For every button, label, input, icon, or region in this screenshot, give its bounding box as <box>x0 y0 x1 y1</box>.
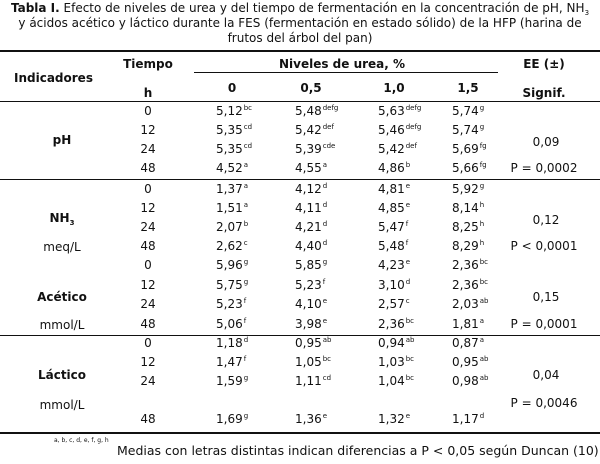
value-letters: h <box>479 220 485 228</box>
value-cell <box>295 258 327 272</box>
value-letters: d <box>322 220 328 228</box>
group-name <box>37 290 87 304</box>
group-signif: P = 0,0001 <box>510 317 578 331</box>
value-letters: a <box>243 161 249 169</box>
value-number: 1,81 <box>452 317 479 331</box>
value-number: 8,29 <box>452 239 479 253</box>
value-letters: def <box>405 142 417 150</box>
group-name-text: NH <box>49 211 70 225</box>
header-level-1: 0,5 <box>300 81 322 95</box>
value-letters: e <box>322 412 328 420</box>
time-cell: 12 <box>140 355 156 369</box>
value-number: 5,75 <box>216 278 243 292</box>
group-unit: mmol/L <box>39 398 85 412</box>
value-number: 5,46 <box>378 123 405 137</box>
time-cell: 12 <box>140 278 156 292</box>
header-tiempo: Tiempo <box>123 57 173 71</box>
value-letters: bc <box>479 258 489 266</box>
value-cell <box>295 297 327 311</box>
value-number: 1,47 <box>216 355 243 369</box>
time-cell: 24 <box>140 374 156 388</box>
value-letters: g <box>479 123 485 131</box>
footnote-letters: a, b, c, d, e, f, g, h <box>54 437 109 444</box>
value-letters: e <box>405 258 411 266</box>
value-letters: f <box>405 239 409 247</box>
group-name <box>53 133 72 147</box>
value-cell <box>295 104 338 118</box>
value-number: 2,62 <box>216 239 243 253</box>
value-cell <box>216 220 248 234</box>
value-letters: d <box>322 182 328 190</box>
value-cell <box>216 258 248 272</box>
value-letters: g <box>479 182 485 190</box>
value-number: 5,74 <box>452 123 479 137</box>
value-number: 4,86 <box>378 161 405 175</box>
group-signif: P < 0,0001 <box>510 239 578 253</box>
value-cell <box>295 317 327 331</box>
group-name <box>38 368 86 382</box>
value-number: 5,92 <box>452 182 479 196</box>
value-cell <box>295 201 327 215</box>
value-cell <box>452 239 484 253</box>
header-bottom-rule <box>0 101 600 102</box>
value-letters: defg <box>405 104 422 112</box>
value-cell <box>216 297 246 311</box>
value-cell <box>378 278 410 292</box>
value-number: 2,07 <box>216 220 243 234</box>
value-cell <box>452 317 484 331</box>
value-number: 1,51 <box>216 201 243 215</box>
value-letters: f <box>405 220 409 228</box>
value-number: 4,21 <box>295 220 322 234</box>
time-cell: 24 <box>140 297 156 311</box>
value-number: 3,10 <box>378 278 405 292</box>
value-letters: cde <box>322 142 336 150</box>
value-number: 1,04 <box>378 374 405 388</box>
value-number: 4,10 <box>295 297 322 311</box>
value-letters: g <box>243 374 249 382</box>
value-number: 1,03 <box>378 355 405 369</box>
value-cell <box>216 201 248 215</box>
caption-subscript: 3 <box>584 9 590 17</box>
value-cell <box>452 412 484 426</box>
value-number: 1,17 <box>452 412 479 426</box>
value-number: 5,48 <box>378 239 405 253</box>
value-letters: d <box>322 239 328 247</box>
header-signif: Signif. <box>522 86 566 100</box>
value-letters: cd <box>243 123 253 131</box>
value-number: 1,32 <box>378 412 405 426</box>
group-rule-1 <box>0 179 600 180</box>
value-cell <box>216 374 248 388</box>
value-number: 4,11 <box>295 201 322 215</box>
value-cell <box>295 220 327 234</box>
value-letters: e <box>405 412 411 420</box>
value-letters: d <box>479 412 485 420</box>
value-cell <box>295 161 327 175</box>
value-cell <box>378 104 421 118</box>
value-number: 2,36 <box>378 317 405 331</box>
value-cell <box>452 161 487 175</box>
value-number: 1,18 <box>216 336 243 350</box>
value-number: 2,36 <box>452 258 479 272</box>
value-letters: g <box>322 258 328 266</box>
value-cell <box>378 142 417 156</box>
value-number: 0,94 <box>378 336 405 350</box>
value-cell <box>452 374 488 388</box>
value-cell <box>378 374 414 388</box>
value-letters: defg <box>405 123 422 131</box>
time-cell: 0 <box>144 104 152 118</box>
value-cell <box>378 317 414 331</box>
value-number: 5,35 <box>216 123 243 137</box>
group-ee: 0,09 <box>532 135 560 149</box>
caption-text-2: y ácidos acético y láctico durante la FES (fermentación en estado sólido) de la HFP (harina de frutos del árbol del pan) <box>18 16 582 45</box>
value-number: 4,40 <box>295 239 322 253</box>
value-letters: cd <box>243 142 253 150</box>
top-rule <box>0 50 600 52</box>
header-level-3: 1,5 <box>457 81 479 95</box>
value-number: 5,23 <box>216 297 243 311</box>
value-letters: ab <box>405 336 415 344</box>
time-cell: 0 <box>144 182 152 196</box>
value-letters: f <box>322 278 326 286</box>
value-number: 5,48 <box>295 104 322 118</box>
header-ee: EE (±) <box>523 57 565 71</box>
group-ee: 0,04 <box>532 368 560 382</box>
value-number: 5,74 <box>452 104 479 118</box>
value-cell <box>295 182 327 196</box>
value-cell <box>452 297 488 311</box>
value-number: 1,05 <box>295 355 322 369</box>
value-letters: h <box>479 239 485 247</box>
value-number: 0,87 <box>452 336 479 350</box>
group-name-text: Láctico <box>37 368 87 382</box>
value-number: 5,39 <box>295 142 322 156</box>
value-letters: bc <box>243 104 253 112</box>
value-cell <box>452 258 488 272</box>
caption-text-1: Efecto de niveles de urea y del tiempo de fermentación en la concentración de pH, NH <box>59 1 585 15</box>
value-cell <box>378 336 414 350</box>
value-number: 8,14 <box>452 201 479 215</box>
value-cell <box>216 317 246 331</box>
value-letters: e <box>322 297 328 305</box>
header-indicadores: Indicadores <box>14 71 93 85</box>
group-signif: P = 0,0002 <box>510 161 578 175</box>
value-number: 5,23 <box>295 278 322 292</box>
value-number: 2,03 <box>452 297 479 311</box>
value-number: 1,59 <box>216 374 243 388</box>
value-number: 5,12 <box>216 104 243 118</box>
value-cell <box>295 142 335 156</box>
time-cell: 48 <box>140 412 156 426</box>
value-letters: cd <box>322 374 332 382</box>
value-letters: ab <box>322 336 332 344</box>
value-number: 4,23 <box>378 258 405 272</box>
value-cell <box>295 336 331 350</box>
group-name <box>50 211 75 225</box>
value-letters: g <box>479 104 485 112</box>
value-number: 0,98 <box>452 374 479 388</box>
value-letters: defg <box>322 104 339 112</box>
value-cell <box>295 355 331 369</box>
group-ee: 0,15 <box>532 290 560 304</box>
time-cell: 24 <box>140 142 156 156</box>
value-cell <box>378 182 410 196</box>
value-number: 1,11 <box>295 374 322 388</box>
value-cell <box>378 258 410 272</box>
value-number: 4,85 <box>378 201 405 215</box>
value-cell <box>216 161 248 175</box>
value-cell <box>295 239 327 253</box>
value-cell <box>378 355 414 369</box>
value-number: 2,36 <box>452 278 479 292</box>
time-cell: 48 <box>140 317 156 331</box>
value-cell <box>378 239 408 253</box>
value-letters: d <box>243 336 249 344</box>
value-number: 0,95 <box>452 355 479 369</box>
value-letters: g <box>243 278 249 286</box>
value-cell <box>378 297 410 311</box>
time-cell: 0 <box>144 336 152 350</box>
value-cell <box>216 355 246 369</box>
value-letters: h <box>479 201 485 209</box>
group-signif: P = 0,0046 <box>510 396 578 410</box>
value-cell <box>216 182 248 196</box>
value-cell <box>378 161 410 175</box>
value-number: 0,95 <box>295 336 322 350</box>
value-cell <box>378 220 408 234</box>
value-number: 5,35 <box>216 142 243 156</box>
value-letters: b <box>243 220 249 228</box>
value-cell <box>216 239 248 253</box>
value-letters: ab <box>479 355 489 363</box>
group-ee: 0,12 <box>532 213 560 227</box>
value-letters: e <box>405 182 411 190</box>
time-cell: 0 <box>144 258 152 272</box>
value-cell <box>452 142 487 156</box>
value-letters: ab <box>479 297 489 305</box>
value-number: 5,42 <box>378 142 405 156</box>
value-letters: bc <box>405 374 415 382</box>
value-letters: ab <box>479 374 489 382</box>
value-cell <box>378 123 421 137</box>
value-number: 8,25 <box>452 220 479 234</box>
value-letters: f <box>243 297 247 305</box>
value-number: 4,55 <box>295 161 322 175</box>
value-cell <box>378 201 410 215</box>
caption-label: Tabla I. <box>10 1 60 15</box>
value-letters: a <box>322 161 328 169</box>
time-cell: 12 <box>140 123 156 137</box>
value-number: 5,69 <box>452 142 479 156</box>
group-unit: meq/L <box>43 240 81 254</box>
value-number: 5,63 <box>378 104 405 118</box>
value-letters: fg <box>479 161 487 169</box>
value-number: 3,98 <box>295 317 322 331</box>
value-number: 4,81 <box>378 182 405 196</box>
value-number: 5,85 <box>295 258 322 272</box>
value-letters: a <box>479 336 485 344</box>
group-name-text: Acético <box>37 290 87 304</box>
value-letters: c <box>405 297 410 305</box>
value-cell <box>295 123 334 137</box>
value-cell <box>378 412 410 426</box>
value-cell <box>216 412 248 426</box>
value-number: 5,96 <box>216 258 243 272</box>
value-letters: g <box>243 412 249 420</box>
value-cell <box>295 278 325 292</box>
value-letters: a <box>243 201 249 209</box>
value-letters: g <box>243 258 249 266</box>
bottom-rule <box>0 432 600 434</box>
value-cell <box>295 374 331 388</box>
value-cell <box>452 201 484 215</box>
value-number: 5,66 <box>452 161 479 175</box>
value-letters: f <box>243 355 247 363</box>
value-letters: e <box>405 201 411 209</box>
table-caption <box>6 1 594 46</box>
value-letters: f <box>243 317 247 325</box>
value-cell <box>216 104 252 118</box>
value-number: 1,36 <box>295 412 322 426</box>
group-unit: mmol/L <box>39 318 85 332</box>
value-number: 4,52 <box>216 161 243 175</box>
value-cell <box>216 336 248 350</box>
header-niveles: Niveles de urea, % <box>278 57 406 71</box>
value-number: 5,06 <box>216 317 243 331</box>
time-cell: 48 <box>140 161 156 175</box>
time-cell: 12 <box>140 201 156 215</box>
value-cell <box>452 104 484 118</box>
time-cell: 24 <box>140 220 156 234</box>
time-cell: 48 <box>140 239 156 253</box>
value-letters: def <box>322 123 334 131</box>
header-tiempo-unit: h <box>143 86 153 100</box>
value-number: 5,47 <box>378 220 405 234</box>
value-letters: bc <box>405 355 415 363</box>
value-cell <box>452 123 484 137</box>
niveles-underline <box>194 72 498 73</box>
value-letters: bc <box>405 317 415 325</box>
value-number: 4,12 <box>295 182 322 196</box>
value-cell <box>295 412 327 426</box>
value-letters: fg <box>479 142 487 150</box>
value-number: 1,37 <box>216 182 243 196</box>
value-letters: a <box>243 182 249 190</box>
value-letters: e <box>322 317 328 325</box>
value-cell <box>452 355 488 369</box>
value-letters: b <box>405 161 411 169</box>
value-number: 1,69 <box>216 412 243 426</box>
value-letters: d <box>405 278 411 286</box>
value-cell <box>216 278 248 292</box>
value-cell <box>452 220 484 234</box>
group-name-text: pH <box>52 133 72 147</box>
value-letters: c <box>243 239 248 247</box>
group-name-subscript: 3 <box>69 219 75 227</box>
value-letters: bc <box>479 278 489 286</box>
value-cell <box>452 182 484 196</box>
value-cell <box>452 278 488 292</box>
header-level-0: 0 <box>227 81 237 95</box>
value-number: 5,42 <box>295 123 322 137</box>
header-level-2: 1,0 <box>383 81 405 95</box>
value-letters: a <box>479 317 485 325</box>
value-letters: bc <box>322 355 332 363</box>
footnote-text: Medias con letras distintas indican diferencias a P < 0,05 según Duncan (10) <box>117 443 599 458</box>
value-letters: d <box>322 201 328 209</box>
value-cell <box>452 336 484 350</box>
value-cell <box>216 123 252 137</box>
value-number: 2,57 <box>378 297 405 311</box>
value-cell <box>216 142 252 156</box>
